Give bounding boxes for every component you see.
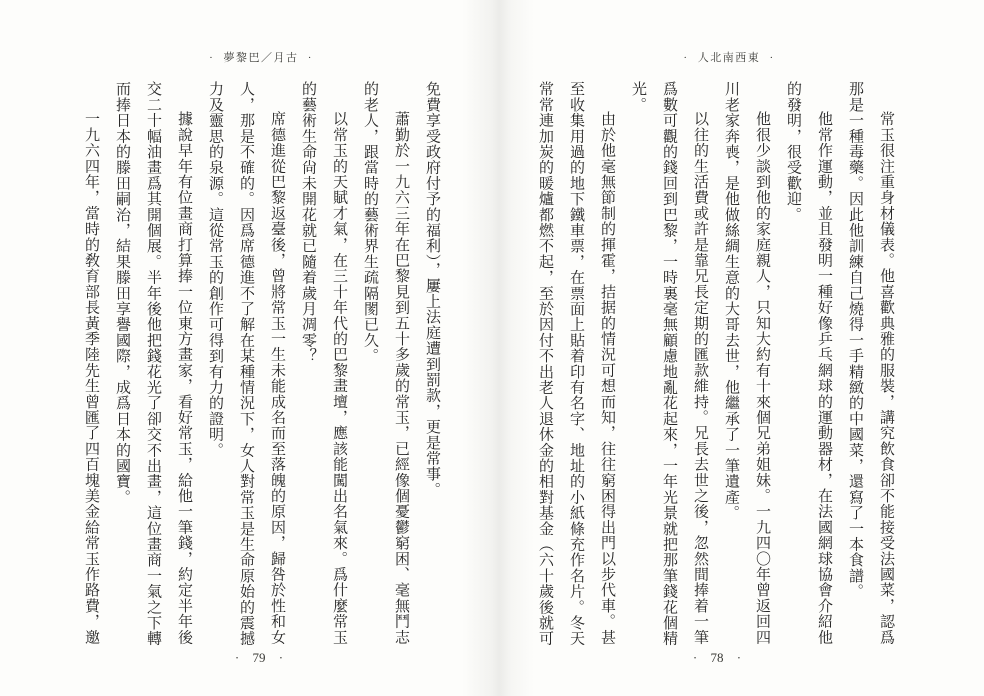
text-column: 那是一種毒藥。因此他訓練自己燒得一手精緻的中國菜，還寫了一本食譜。 [847,81,863,600]
text-column: 人，那是不確的。因爲席德進不了解在某種情況下，女人對常玉是生命原始的震撼 [238,81,254,647]
text-column: 他很少談到他的家庭親人，只知大約有十來個兄弟姐妹。一九四〇年曾返回四 [754,111,770,645]
text-column: 常玉很注重身材儀表。他喜歡典雅的服裝，講究飲食卻不能接受法國菜，認爲 [878,111,894,645]
page-gutter-shadow [462,0,534,696]
right-page-text-block [529,81,901,657]
text-column: 免費享受政府付予的福利），屢上法庭遭到罰款，更是常事。 [424,81,440,498]
text-column: 他常作運動，並且發明一種好像乒乓網球的運動器材，在法國網球協會介紹他 [816,111,832,645]
text-column: 光。 [630,81,646,113]
text-column: 常常連加炭的暖爐都燃不起，至於因付不出老人退休金的相對基金（六十歲後就可 [537,81,553,647]
text-column: 以常玉的天賦才氣，在三十年代的巴黎畫壇，應該能闖出名氣來。爲什麼常玉 [331,111,347,645]
page-number-right: · 78 · [692,650,742,665]
text-column: 爲數可觀的錢回到巴黎，一時裏毫無顧慮地亂花起來，一年光景就把那筆錢花個精 [661,81,677,647]
text-column: 川老家奔喪，是他做絲綢生意的大哥去世，他繼承了一筆遺產。 [723,81,739,521]
text-column: 的老人，跟當時的藝術界生疏隔閡已久。 [362,81,378,364]
page-number-left: · 79 · [234,650,284,665]
text-column: 而捧日本的滕田嗣治，結果滕田享譽國際，成爲日本的國寶。 [114,81,130,505]
text-column: 交二十幅油畫爲其開個展。半年後他把錢花光了卻交不出畫，這位畫商一氣之下轉 [145,81,161,647]
left-page-text-block [75,81,447,657]
text-column: 以往的生活費或許是靠兄長定期的匯款維持。兄長去世之後，忽然間捧着一筆 [692,111,708,645]
text-column: 據說早年有位畫商打算捧一位東方畫家，看好常玉，給他一筆錢，約定半年後 [176,111,192,645]
text-column: 一九六四年，當時的敎育部長黃季陸先生曾匯了四百塊美金給常玉作路費，邀 [83,111,99,645]
text-column: 由於他毫無節制的揮霍，拮据的情況可想而知，往往窮困得出門以步代車。甚 [599,111,615,645]
text-column: 的藝術生命尙未開花就已隨着歲月凋零？ [300,81,316,364]
running-header-left: · 夢黎巴／月古 · [209,52,313,64]
text-column: 蕭勤於一九六三年在巴黎見到五十多歲的常玉，已經像個憂鬱窮困、毫無鬥志 [393,111,409,645]
text-column: 至收集用過的地下鐵車票，在票面上貼着印有名字、地址的小紙條充作名片。冬天 [568,81,584,647]
text-column: 的發明，很受歡迎。 [785,81,801,223]
text-column: 力及靈思的泉源。這從常玉的創作可得到有力的證明。 [207,81,223,458]
text-column: 席德進從巴黎返臺後，曾將常玉一生未能成名而至落魄的原因，歸咎於性和女 [269,111,285,645]
running-header-right: · 人北南西東 · [683,52,775,64]
